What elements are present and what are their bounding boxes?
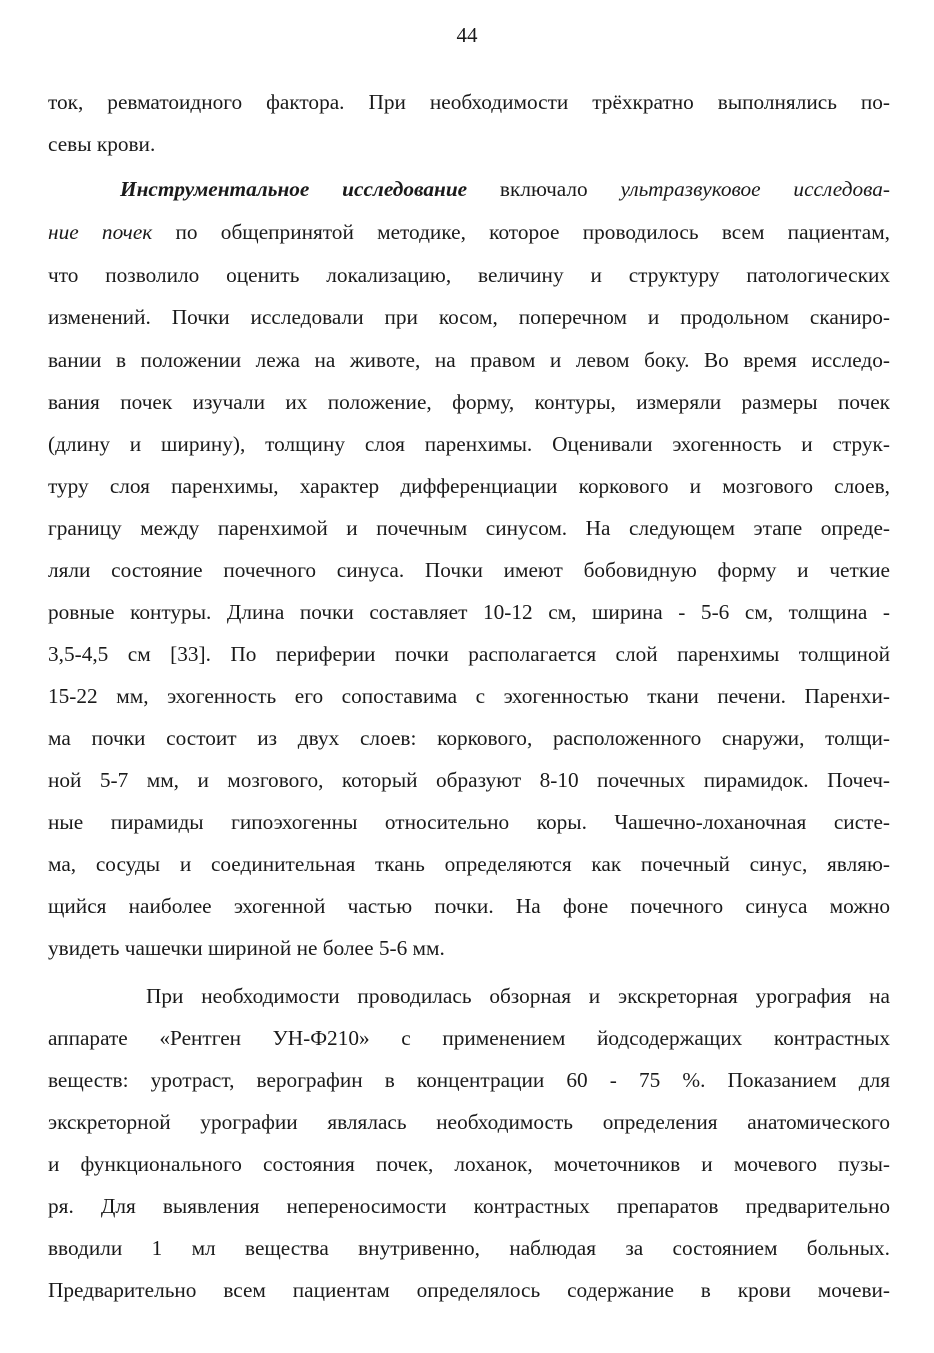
text-line xyxy=(48,340,890,380)
text-segment: 3,5-4,5 см [33]. По периферии почки располагается слой паренхимы толщиной xyxy=(48,642,890,666)
text-segment: и функционального состояния почек, лоханок, мочеточников и мочевого пузы- xyxy=(48,1152,890,1176)
text-line xyxy=(48,844,890,884)
text-segment: ные пирамиды гипоэхогенны относительно коры. Чашечно-лоханочная систе- xyxy=(48,810,890,834)
text-segment: (длину и ширину), толщину слоя паренхимы. Оценивали эхогенность и струк- xyxy=(48,432,890,456)
text-segment: что позволило оценить локализацию, величину и структуру патологических xyxy=(48,263,890,287)
emphasized-term: ние почек xyxy=(48,220,153,244)
text-segment: Предварительно всем пациентам определялось содержание в крови мочеви- xyxy=(48,1278,890,1302)
text-segment: щийся наиболее эхогенной частью почки. На фоне почечного синуса можно xyxy=(48,894,890,918)
text-segment: ма почки состоит из двух слоев: коркового, расположенного снаружи, толщи- xyxy=(48,726,890,750)
text-line xyxy=(48,1018,890,1058)
text-segment: ма, сосуды и соединительная ткань определяются как почечный синус, являю- xyxy=(48,852,890,876)
text-segment: экскреторной урографии являлась необходимость определения анатомического xyxy=(48,1110,890,1134)
text-segment: севы крови. xyxy=(48,132,156,156)
emphasized-term: ультразвуковое исследова- xyxy=(620,177,890,201)
text-line xyxy=(48,1060,890,1100)
text-line xyxy=(48,1102,890,1142)
text-segment: При необходимости проводилась обзорная и экскреторная урография на xyxy=(146,984,890,1008)
text-line xyxy=(120,169,890,209)
text-segment: веществ: уротраст, верографин в концентрации 60 - 75 %. Показанием для xyxy=(48,1068,890,1092)
section-heading-inline: Инструментальное исследование xyxy=(120,177,468,201)
text-segment: изменений. Почки исследовали при косом, поперечном и продольном сканиро- xyxy=(48,305,890,329)
text-line xyxy=(48,508,890,548)
text-line xyxy=(48,297,890,337)
text-line xyxy=(48,466,890,506)
text-line xyxy=(48,676,890,716)
text-segment: ровные контуры. Длина почки составляет 10-12 см, ширина - 5-6 см, толщина - xyxy=(48,600,890,624)
text-segment: ря. Для выявления непереносимости контрастных препаратов предварительно xyxy=(48,1194,890,1218)
text-segment: туру слоя паренхимы, характер дифференциации коркового и мозгового слоев, xyxy=(48,474,890,498)
text-line xyxy=(48,802,890,842)
text-line xyxy=(48,82,890,122)
text-line xyxy=(48,592,890,632)
text-segment: увидеть чашечки шириной не более 5-6 мм. xyxy=(48,936,445,960)
text-segment: ток, ревматоидного фактора. При необходимости трёхкратно выполнялись по- xyxy=(48,90,890,114)
text-segment: вании в положении лежа на животе, на правом и левом боку. Во время исследо- xyxy=(48,348,890,372)
text-line xyxy=(48,760,890,800)
text-line xyxy=(48,424,890,464)
text-line xyxy=(48,1186,890,1226)
text-segment: по общепринятой методике, которое проводилось всем пациентам, xyxy=(152,220,890,244)
text-line xyxy=(146,976,890,1016)
text-segment: включало xyxy=(467,177,621,201)
text-segment: ной 5-7 мм, и мозгового, который образуют 8-10 почечных пирамидок. Почеч- xyxy=(48,768,890,792)
text-segment: вводили 1 мл вещества внутривенно, наблюдая за состоянием больных. xyxy=(48,1236,890,1260)
text-line xyxy=(48,124,890,164)
text-segment: 15-22 мм, эхогенность его сопоставима с эхогенностью ткани печени. Паренхи- xyxy=(48,684,890,708)
text-segment: границу между паренхимой и почечным синусом. На следующем этапе опреде- xyxy=(48,516,890,540)
text-line xyxy=(48,550,890,590)
text-segment: аппарате «Рентген УН-Ф210» с применением йодсодержащих контрастных xyxy=(48,1026,890,1050)
text-line xyxy=(48,1144,890,1184)
text-line xyxy=(48,255,890,295)
text-segment: вания почек изучали их положение, форму, контуры, измеряли размеры почек xyxy=(48,390,890,414)
text-line xyxy=(48,928,890,968)
text-line xyxy=(48,718,890,758)
text-line xyxy=(48,1228,890,1268)
page-number: 44 xyxy=(456,23,478,47)
text-segment: ляли состояние почечного синуса. Почки имеют бобовидную форму и четкие xyxy=(48,558,890,582)
text-line xyxy=(48,1270,890,1310)
text-line xyxy=(48,382,890,422)
text-line xyxy=(48,212,890,252)
text-line xyxy=(48,886,890,926)
text-line xyxy=(48,634,890,674)
